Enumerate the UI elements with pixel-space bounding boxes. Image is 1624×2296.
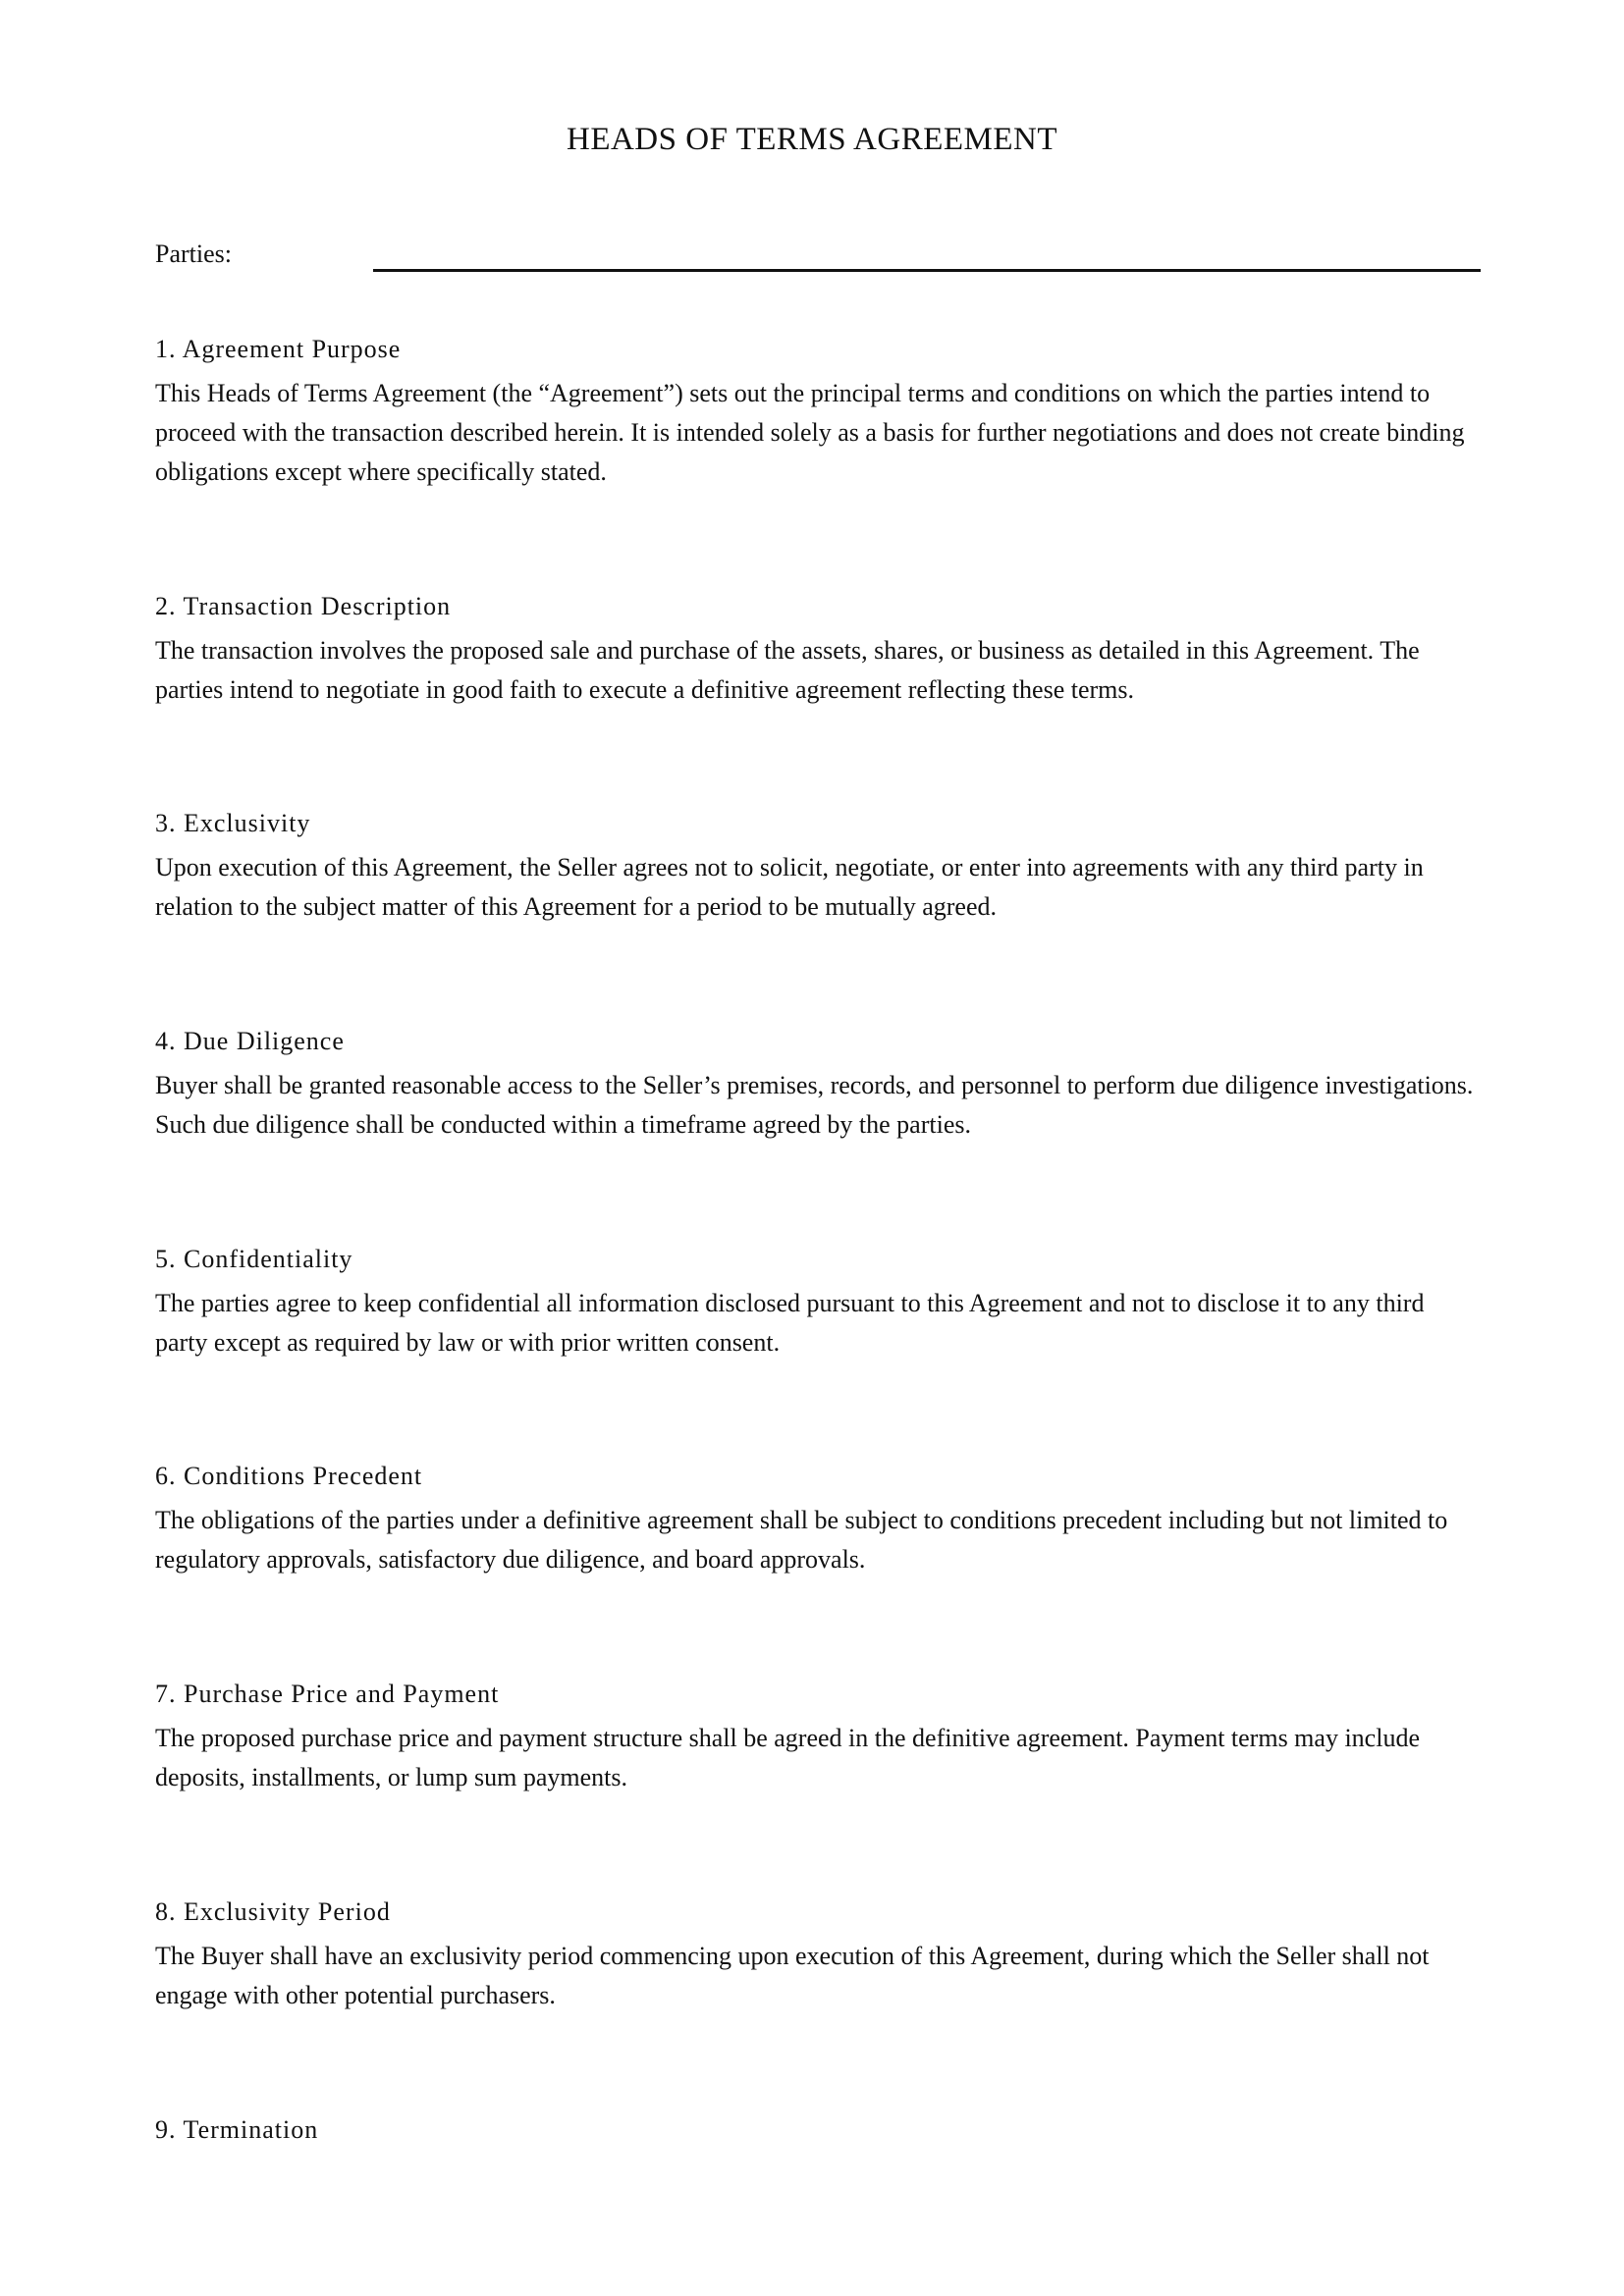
- section-purchase-price-and-payment: [155, 1677, 1481, 1797]
- section-conditions-precedent: [155, 1459, 1481, 1579]
- section-body: Buyer shall be granted reasonable access to the Seller’s premises, records, and personnel to perform due diligence investigations. Such due diligence shall be conducted within a timeframe agreed by the parties.: [155, 1071, 1474, 1139]
- section-termination: [155, 2112, 1481, 2155]
- section-body: The transaction involves the proposed sale and purchase of the assets, shares, or business as detailed in this Agreement. The parties intend to negotiate in good faith to execute a definitive agreement reflecting these terms.: [155, 636, 1420, 704]
- document-title: HEADS OF TERMS AGREEMENT: [566, 122, 1058, 157]
- section-transaction-description: [155, 589, 1481, 710]
- section-heading: 8. Exclusivity Period: [155, 1897, 391, 1926]
- section-heading: 1. Agreement Purpose: [155, 335, 402, 363]
- section-body: The obligations of the parties under a definitive agreement shall be subject to conditions precedent including but not limited to regulatory approvals, satisfactory due diligence, and board approvals.: [155, 1506, 1448, 1574]
- parties-label: Parties:: [155, 240, 232, 268]
- section-agreement-purpose: [155, 332, 1481, 492]
- section-confidentiality: [155, 1242, 1481, 1362]
- section-heading: 9. Termination: [155, 2115, 319, 2144]
- section-heading: 7. Purchase Price and Payment: [155, 1680, 500, 1708]
- section-heading: 3. Exclusivity: [155, 809, 311, 837]
- section-body: The proposed purchase price and payment structure shall be agreed in the definitive agreement. Payment terms may include deposits, installments, or lump sum payments.: [155, 1724, 1420, 1791]
- section-heading: 6. Conditions Precedent: [155, 1462, 423, 1490]
- parties-blank-line: [373, 269, 1481, 272]
- section-heading: 2. Transaction Description: [155, 592, 452, 620]
- section-exclusivity-period: [155, 1895, 1481, 2015]
- section-body: The Buyer shall have an exclusivity period commencing upon execution of this Agreement, during which the Seller shall not engage with other potential purchasers.: [155, 1942, 1430, 2009]
- parties-row: [155, 240, 1481, 279]
- section-heading: 5. Confidentiality: [155, 1245, 353, 1273]
- section-body: The parties agree to keep confidential all information disclosed pursuant to this Agreement and not to disclose it to any third party except as required by law or with prior written consent.: [155, 1289, 1425, 1357]
- section-due-diligence: [155, 1024, 1481, 1145]
- section-exclusivity: [155, 806, 1481, 927]
- section-heading: 4. Due Diligence: [155, 1027, 345, 1055]
- section-body: This Heads of Terms Agreement (the “Agreement”) sets out the principal terms and conditions on which the parties intend to proceed with the transaction described herein. It is intended solely as a basis for further negotiations and does not create binding obligations except where specifically stated.: [155, 379, 1465, 486]
- section-body: Upon execution of this Agreement, the Seller agrees not to solicit, negotiate, or enter into agreements with any third party in relation to the subject matter of this Agreement for a period to be mutually agreed.: [155, 853, 1424, 921]
